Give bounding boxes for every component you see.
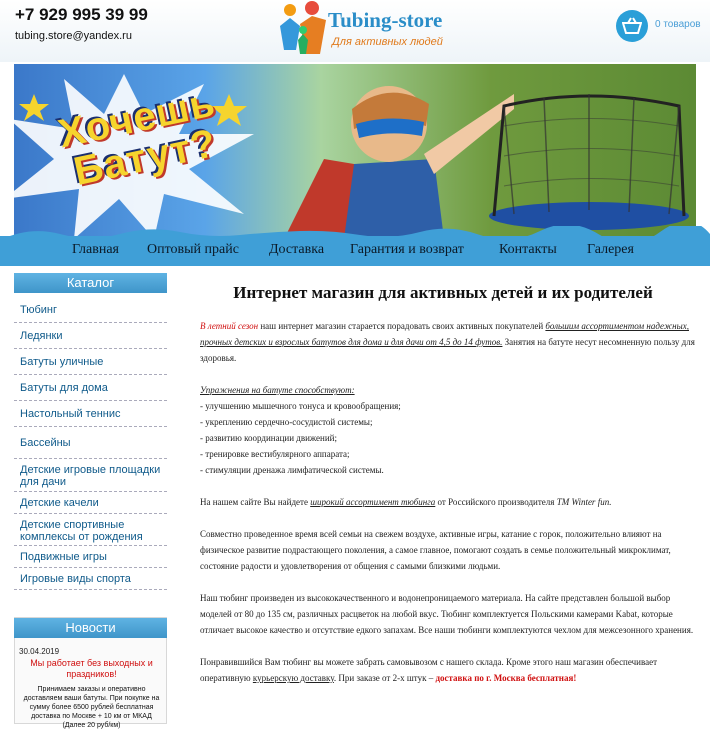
brand-name: ТМ Winter fun. (556, 497, 612, 507)
news-header: Новости (14, 618, 167, 638)
sidebar-item-sleds[interactable]: Ледянки (14, 323, 167, 349)
family-paragraph: Совместно проведенное время всей семьи на свежем воздухе, активные игры, катание с горок, положительно влияют на физическое развитие подрастающего поколения, а самое главное, помогают создать в семье положительный микроклимат, состояние радости и удовлетворения от общения с самыми близкими людьми. (200, 529, 671, 571)
tubing-text: На нашем сайте Вы найдете (200, 497, 311, 507)
delivery-text-2: . При заказе от 2-х штук – (333, 673, 436, 683)
bullet-item: - развитию координации движений; (200, 433, 337, 443)
sidebar-item-tubing[interactable]: Тюбинг (14, 297, 167, 323)
intro-paragraph (200, 318, 696, 366)
bullet-item: - укреплению сердечно-сосудистой системы; (200, 417, 373, 427)
page-title: Интернет магазин для активных детей и их родителей (233, 283, 653, 302)
shopping-basket-icon (622, 17, 642, 35)
site-logo[interactable] (276, 0, 446, 58)
catalog-header: Каталог (14, 273, 167, 293)
sidebar-item-swings[interactable]: Детские качели (14, 492, 167, 514)
cart-count[interactable]: 0 товаров (655, 19, 701, 30)
delivery-text: Понравившийся Вам тюбинг вы можете забрать самовывозом с нашего склада. Кроме этого наш магазин обеспечивает оперативную (200, 657, 658, 683)
catalog-sidebar (14, 273, 167, 590)
sidebar-item-playgrounds[interactable]: Детские игровые площадки для дачи (14, 459, 167, 492)
sidebar-item-active-games[interactable]: Подвижные игры (14, 546, 167, 568)
sidebar-item-sport-games[interactable]: Игровые виды спорта (14, 568, 167, 590)
courier-delivery-link[interactable]: курьерскую доставку (252, 673, 334, 683)
nav-wholesale-price[interactable]: Оптовый прайс (147, 242, 239, 257)
email-link[interactable]: tubing.store@yandex.ru (15, 30, 132, 42)
sidebar-item-sports-complexes[interactable]: Детские спортивные комплексы от рождения (14, 514, 167, 546)
promo-banner[interactable] (14, 64, 696, 239)
bullet-item: - стимуляции дренажа лимфатической системы. (200, 465, 384, 475)
intro-text: наш интернет магазин старается порадовать своих активных покупателей (258, 321, 546, 331)
exercise-block (200, 382, 696, 478)
sidebar-item-pools[interactable]: Бассейны (14, 427, 167, 459)
season-highlight: В летний сезон (200, 321, 259, 331)
logo-title: Tubing-store (328, 8, 443, 32)
kid-in-cape-image (264, 64, 514, 239)
tubing-paragraph (200, 494, 696, 510)
free-delivery-note: доставка по г. Москва бесплатная! (435, 673, 577, 683)
nav-contacts[interactable]: Контакты (499, 242, 557, 257)
nav-delivery[interactable]: Доставка (269, 242, 325, 257)
news-body: Принимаем заказы и оперативно доставляем ваши батуты. При покупке на сумму более 6500 рублей бесплатная доставка по Москве + 10 км от МКАД (Далее 20 руб/км) (23, 686, 160, 729)
quality-paragraph: Наш тюбинг произведен из высококачественного и водонепроницаемого материала. На сайте представлен большой выбор моделей от 80 до 135 см, различных расцветок на любой вкус. Тюбинг комплектуется Польскими камерами Kabat, которые отличает высокое качество и отсутствие едкого запахам. Все наши тюбинги комплектуются чехлом для межсезонного хранения. (200, 593, 694, 635)
sidebar-item-table-tennis[interactable]: Настольный теннис (14, 401, 167, 427)
main-content (200, 283, 696, 702)
trampoline-image (484, 86, 694, 236)
nav-warranty[interactable]: Гарантия и возврат (350, 242, 464, 257)
news-box (14, 617, 167, 729)
tubing-assortment-link[interactable]: широкий ассортимент тюбинга (310, 497, 436, 507)
phone-number[interactable]: +7 929 995 39 99 (15, 5, 148, 24)
bullet-item: - улучшению мышечного тонуса и кровообращения; (200, 401, 401, 411)
sidebar-item-outdoor-trampolines[interactable]: Батуты уличные (14, 349, 167, 375)
nav-home[interactable]: Главная (72, 242, 119, 257)
nav-gallery[interactable]: Галерея (587, 242, 634, 257)
cart-button[interactable] (616, 10, 648, 42)
exercise-title: Упражнения на батуте способствуют: (200, 385, 355, 395)
bullet-item: - тренировке вестибулярного аппарата; (200, 449, 350, 459)
sidebar-item-home-trampolines[interactable]: Батуты для дома (14, 375, 167, 401)
site-header (0, 0, 710, 62)
logo-tagline: Для активных людей (332, 36, 443, 48)
news-date: 30.04.2019 (19, 647, 60, 656)
trampolines-link[interactable]: большим ассортиментом надежных, прочных детских и взрослых батутов для дома и для дачи от 4,5 до 14 футов. (200, 321, 689, 347)
delivery-paragraph (200, 654, 696, 686)
intro-tail: Занятия на батуте несут несомненную пользу для здоровья. (200, 337, 695, 363)
family-logo-icon (276, 0, 332, 58)
banner-headline: Хочешь Батут? (54, 80, 221, 195)
news-headline[interactable]: Мы работает без выходных и праздников! (30, 658, 153, 679)
tubing-text-2: от Российского производителя (435, 497, 557, 507)
